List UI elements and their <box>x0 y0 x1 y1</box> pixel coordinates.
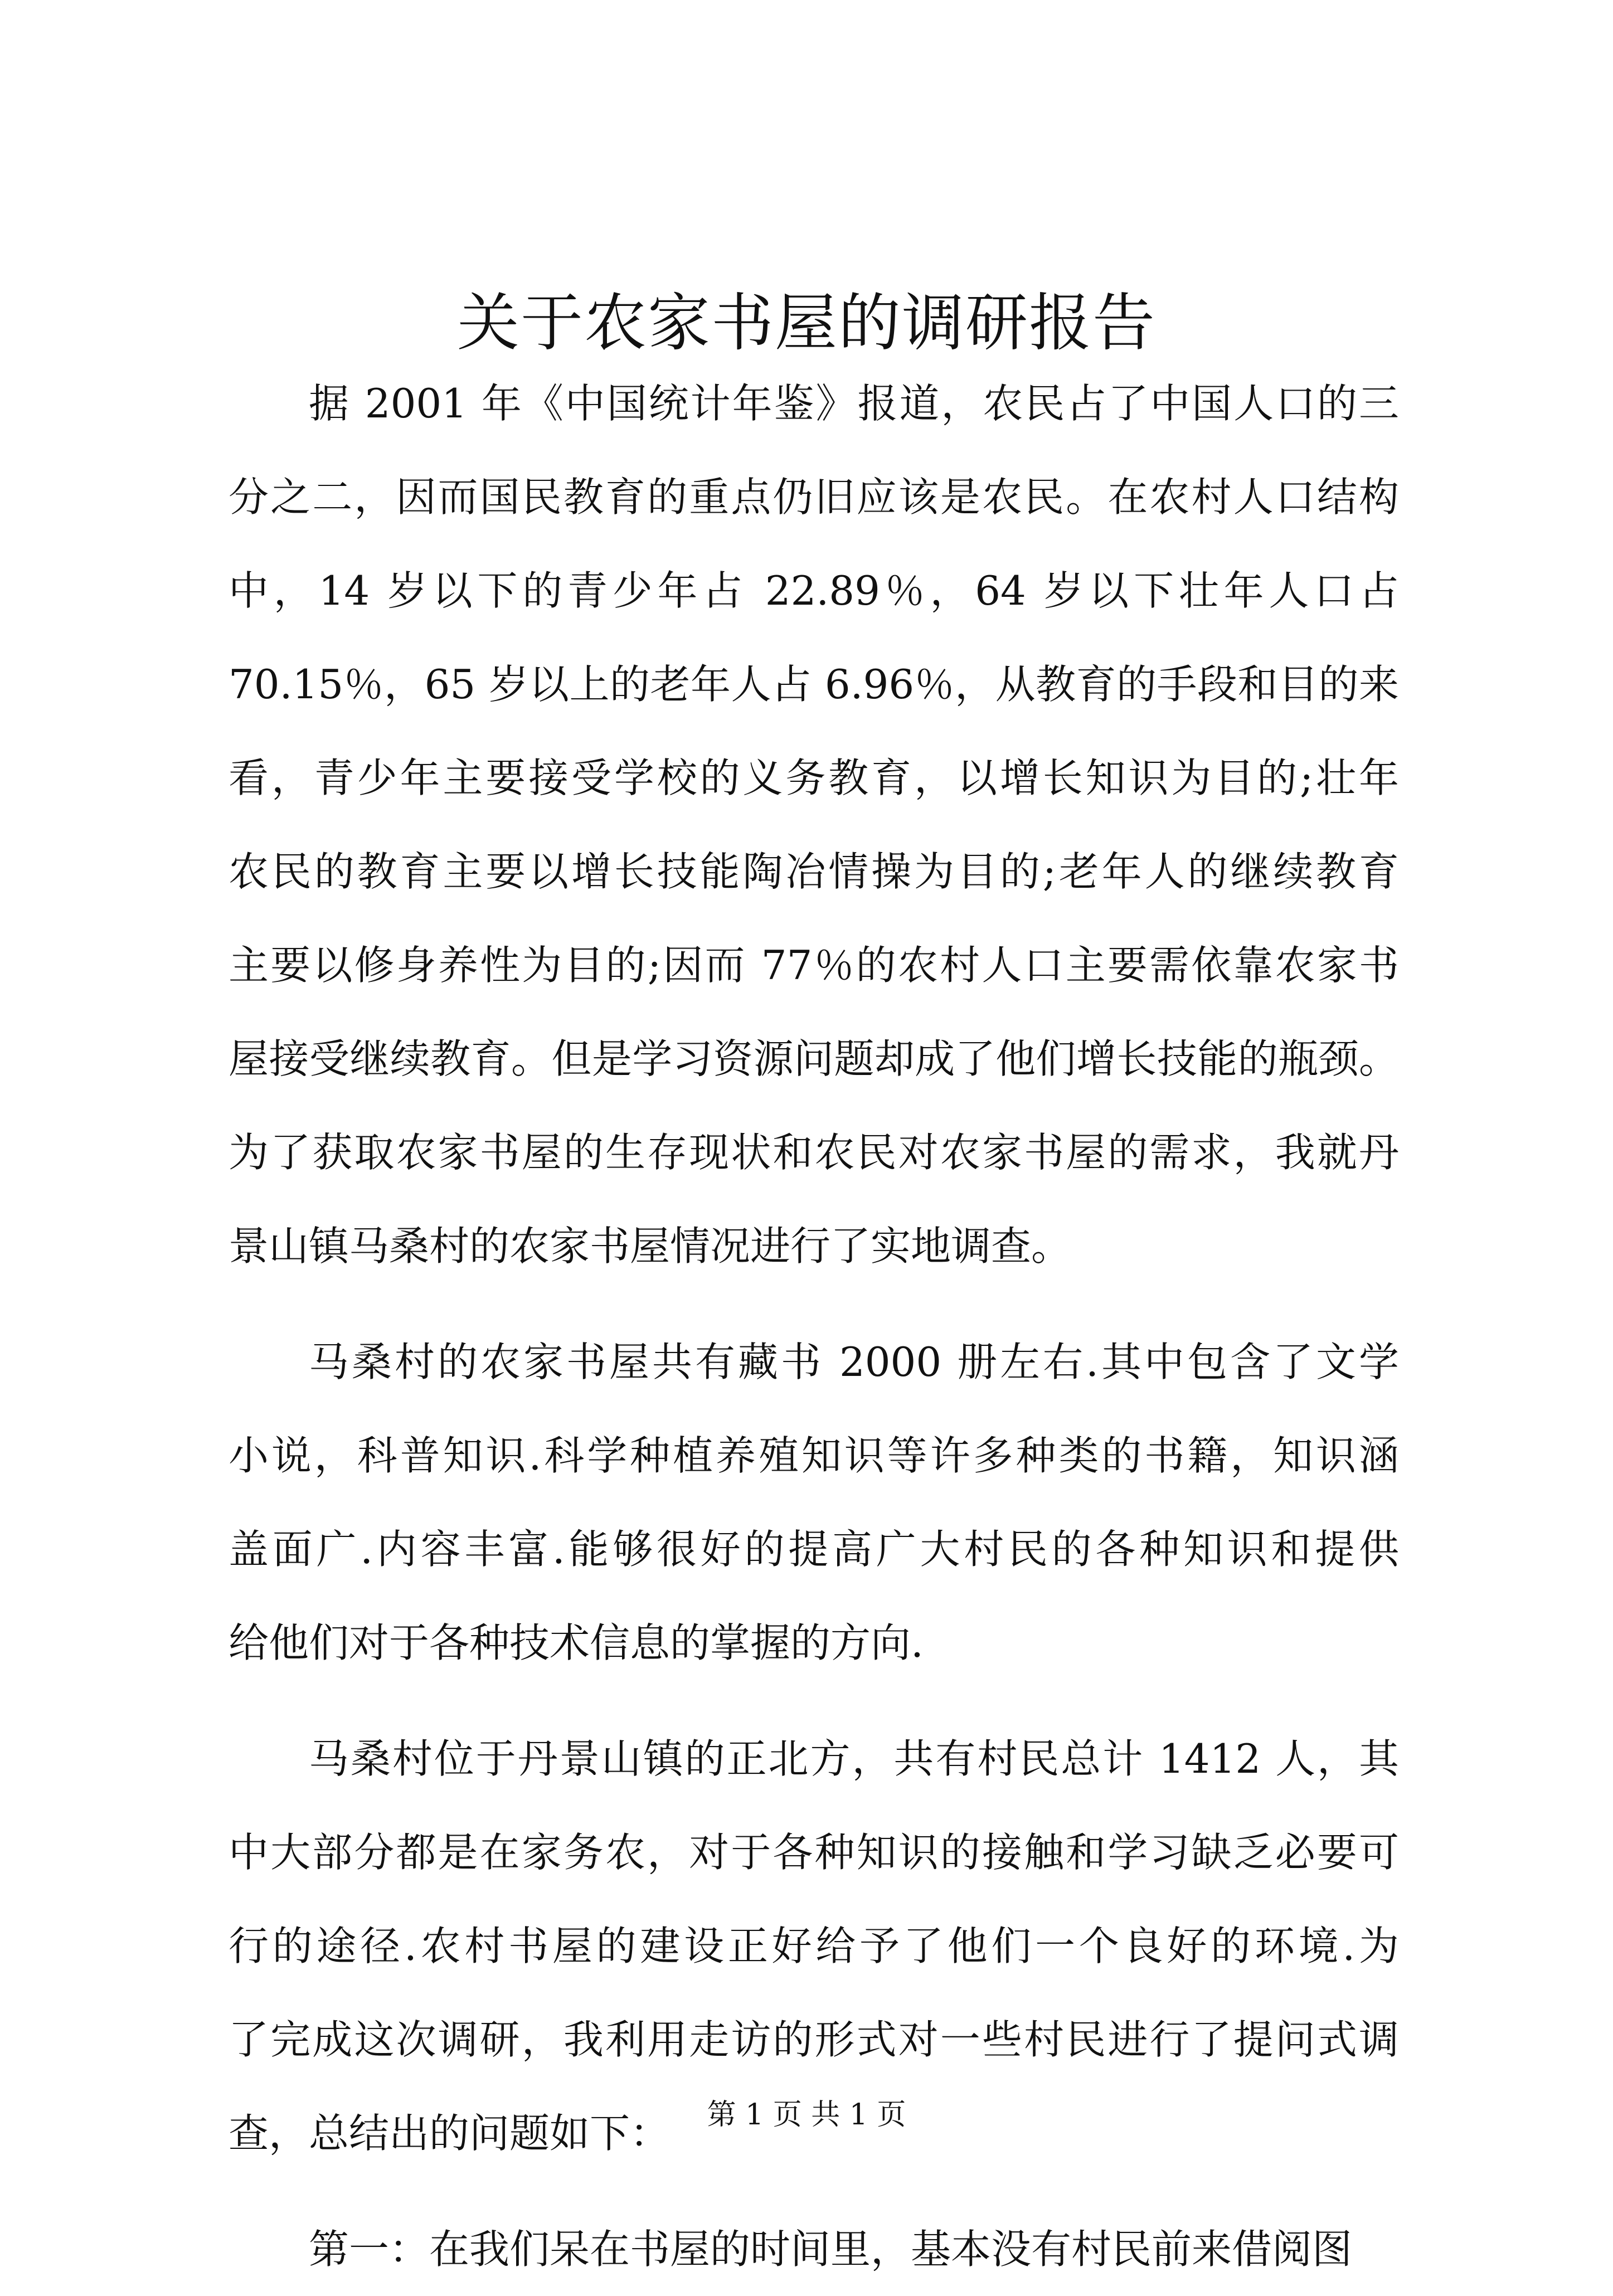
paragraph-4 <box>229 2202 1399 2296</box>
paragraph-gap <box>229 2180 1399 2202</box>
paragraph-gap <box>229 1293 1399 1315</box>
text-line: 行的途径.农村书屋的建设正好给予了他们一个良好的环境.为 <box>229 1923 1399 1969</box>
text-line: 给他们对于各种技术信息的掌握的方向. <box>229 1619 924 1666</box>
text-line: 主要以修身养性为目的;因而 77％的农村人口主要需依靠农家书 <box>229 942 1399 989</box>
text-line: 盖面广.内容丰富.能够很好的提高广大村民的各种知识和提供 <box>229 1526 1399 1573</box>
text-line: 查，总结出的问题如下： <box>229 2110 671 2157</box>
text-line: 屋接受继续教育。但是学习资源问题却成了他们增长技能的瓶颈。 <box>229 1035 1399 1082</box>
text-line: 第一：在我们呆在书屋的时间里，基本没有村民前来借阅图 <box>309 2226 1353 2273</box>
paragraph-1 <box>229 357 1399 1293</box>
text-line: 马桑村位于丹景山镇的正北方，共有村民总计 1412 人，其 <box>309 1735 1399 1782</box>
text-line: 农民的教育主要以增长技能陶冶情操为目的;老年人的继续教育 <box>229 848 1399 895</box>
text-line: 小说，科普知识.科学种植养殖知识等许多种类的书籍，知识涵 <box>229 1432 1399 1479</box>
text-line: 为了获取农家书屋的生存现状和农民对农家书屋的需求，我就丹 <box>229 1129 1399 1176</box>
text-line: 中，14 岁以下的青少年占 22.89％，64 岁以下壮年人口占 <box>229 567 1399 614</box>
document-title: 关于农家书屋的调研报告 <box>457 287 1156 359</box>
page-footer: 第 1 页 共 1 页 <box>707 2098 906 2132</box>
text-line: 马桑村的农家书屋共有藏书 2000 册左右.其中包含了文学 <box>309 1339 1399 1385</box>
text-line: 据 2001 年《中国统计年鉴》报道，农民占了中国人口的三 <box>309 380 1399 427</box>
text-line: 看，青少年主要接受学校的义务教育，以增长知识为目的;壮年 <box>229 755 1399 801</box>
paragraph-2 <box>229 1315 1399 1690</box>
document-body <box>229 357 1399 2296</box>
paragraph-gap <box>229 1690 1399 1712</box>
text-line: 中大部分都是在家务农，对于各种知识的接触和学习缺乏必要可 <box>229 1829 1399 1876</box>
text-line: 了完成这次调研，我利用走访的形式对一些村民进行了提问式调 <box>229 2016 1399 2063</box>
text-line: 分之二，因而国民教育的重点仍旧应该是农民。在农村人口结构 <box>229 474 1399 521</box>
text-line: 70.15％，65 岁以上的老年人占 6.96％，从教育的手段和目的来 <box>229 661 1399 708</box>
text-line: 景山镇马桑村的农家书屋情况进行了实地调查。 <box>229 1223 1072 1269</box>
